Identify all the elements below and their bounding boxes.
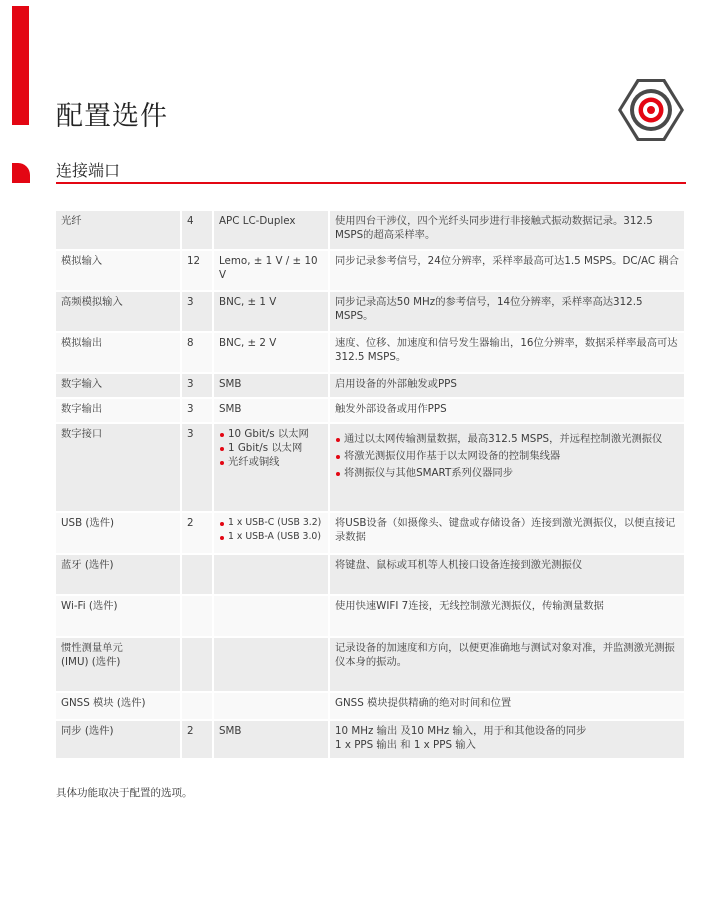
port-spec-list — [213, 512, 329, 554]
port-description: 同步记录高达50 MHz的参考信号，14位分辨率，采样率高达312.5 MSPS。 — [329, 291, 684, 332]
list-item: 将激光测振仪用作基于以太网设备的控制集线器 — [335, 449, 679, 463]
table-row — [56, 512, 684, 554]
port-count: 3 — [181, 373, 213, 398]
table-row — [56, 291, 684, 332]
header-accent-bar — [12, 6, 29, 125]
port-spec — [213, 637, 329, 692]
port-name: 数字接口 — [56, 423, 181, 512]
port-spec: BNC, ± 1 V — [213, 291, 329, 332]
list-item: 10 Gbit/s 以太网 — [219, 427, 323, 441]
port-spec: APC LC-Duplex — [213, 210, 329, 250]
port-name: GNSS 模块 (选件) — [56, 692, 181, 720]
port-name: USB (选件) — [56, 512, 181, 554]
table-row — [56, 250, 684, 291]
port-name: 数字输入 — [56, 373, 181, 398]
list-item: 光纤或铜线 — [219, 455, 323, 469]
list-item: 1 Gbit/s 以太网 — [219, 441, 323, 455]
description-line: 1 x PPS 输出 和 1 x PPS 输入 — [335, 739, 476, 751]
table-row — [56, 373, 684, 398]
port-description-list — [329, 423, 684, 512]
port-spec: SMB — [213, 398, 329, 423]
port-spec: Lemo, ± 1 V / ± 10 V — [213, 250, 329, 291]
port-name: 蓝牙 (选件) — [56, 554, 181, 595]
port-count: 4 — [181, 210, 213, 250]
port-description: 使用快速WIFI 7连接，无线控制激光测振仪，传输测量数据 — [329, 595, 684, 637]
port-spec — [213, 692, 329, 720]
port-spec-list — [213, 423, 329, 512]
port-count — [181, 554, 213, 595]
port-description: GNSS 模块提供精确的绝对时间和位置 — [329, 692, 684, 720]
page-title: 配置选件 — [56, 101, 168, 132]
port-name: Wi-Fi (选件) — [56, 595, 181, 637]
port-name: 光纤 — [56, 210, 181, 250]
table-row — [56, 398, 684, 423]
bnc-connector-icon — [616, 77, 686, 143]
table-row — [56, 554, 684, 595]
port-description — [329, 720, 684, 758]
port-spec — [213, 595, 329, 637]
table-row — [56, 210, 684, 250]
port-name: 惯性测量单元 (IMU) (选件) — [56, 637, 181, 692]
port-name: 模拟输出 — [56, 332, 181, 373]
port-count: 2 — [181, 720, 213, 758]
list-item: 将测振仪与其他SMART系列仪器同步 — [335, 466, 679, 480]
port-spec: BNC, ± 2 V — [213, 332, 329, 373]
table-row — [56, 720, 684, 758]
list-item: 1 x USB-A (USB 3.0) — [219, 530, 323, 544]
footnote: 具体功能取决于配置的选项。 — [56, 787, 193, 799]
port-description: 同步记录参考信号，24位分辨率，采样率最高可达1.5 MSPS。DC/AC 耦合 — [329, 250, 684, 291]
port-spec: SMB — [213, 373, 329, 398]
port-count: 3 — [181, 291, 213, 332]
port-spec: SMB — [213, 720, 329, 758]
port-count: 3 — [181, 423, 213, 512]
port-description: 使用四台干涉仪，四个光纤头同步进行非接触式振动数据记录。312.5 MSPS的超高采样率。 — [329, 210, 684, 250]
connection-ports-table — [56, 209, 684, 758]
port-count — [181, 637, 213, 692]
port-count — [181, 692, 213, 720]
port-count — [181, 595, 213, 637]
section-title: 连接端口 — [56, 161, 121, 180]
table-row — [56, 692, 684, 720]
port-description: 将键盘、鼠标或耳机等人机接口设备连接到激光测振仪 — [329, 554, 684, 595]
section-divider — [56, 182, 686, 184]
port-name: 模拟输入 — [56, 250, 181, 291]
port-description: 将USB设备（如摄像头、键盘或存储设备）连接到激光测振仪，以便直接记录数据 — [329, 512, 684, 554]
port-description: 速度、位移、加速度和信号发生器输出，16位分辨率，数据采样率最高可达312.5 MSPS。 — [329, 332, 684, 373]
port-count: 12 — [181, 250, 213, 291]
port-description: 记录设备的加速度和方向，以便更准确地与测试对象对准，并监测激光测振仪本身的振动。 — [329, 637, 684, 692]
section-accent-tab — [12, 163, 30, 183]
table-row — [56, 332, 684, 373]
port-description: 触发外部设备或用作PPS — [329, 398, 684, 423]
port-name: 数字输出 — [56, 398, 181, 423]
table-row — [56, 423, 684, 512]
description-line: 10 MHz 输出 及10 MHz 输入，用于和其他设备的同步 — [335, 725, 587, 737]
table-row — [56, 595, 684, 637]
port-spec — [213, 554, 329, 595]
port-count: 8 — [181, 332, 213, 373]
list-item: 通过以太网传输测量数据，最高312.5 MSPS，并远程控制激光测振仪 — [335, 432, 679, 446]
port-name: 同步 (选件) — [56, 720, 181, 758]
port-count: 3 — [181, 398, 213, 423]
port-description: 启用设备的外部触发或PPS — [329, 373, 684, 398]
list-item: 1 x USB-C (USB 3.2) — [219, 516, 323, 530]
port-name: 高频模拟输入 — [56, 291, 181, 332]
port-count: 2 — [181, 512, 213, 554]
table-row — [56, 637, 684, 692]
